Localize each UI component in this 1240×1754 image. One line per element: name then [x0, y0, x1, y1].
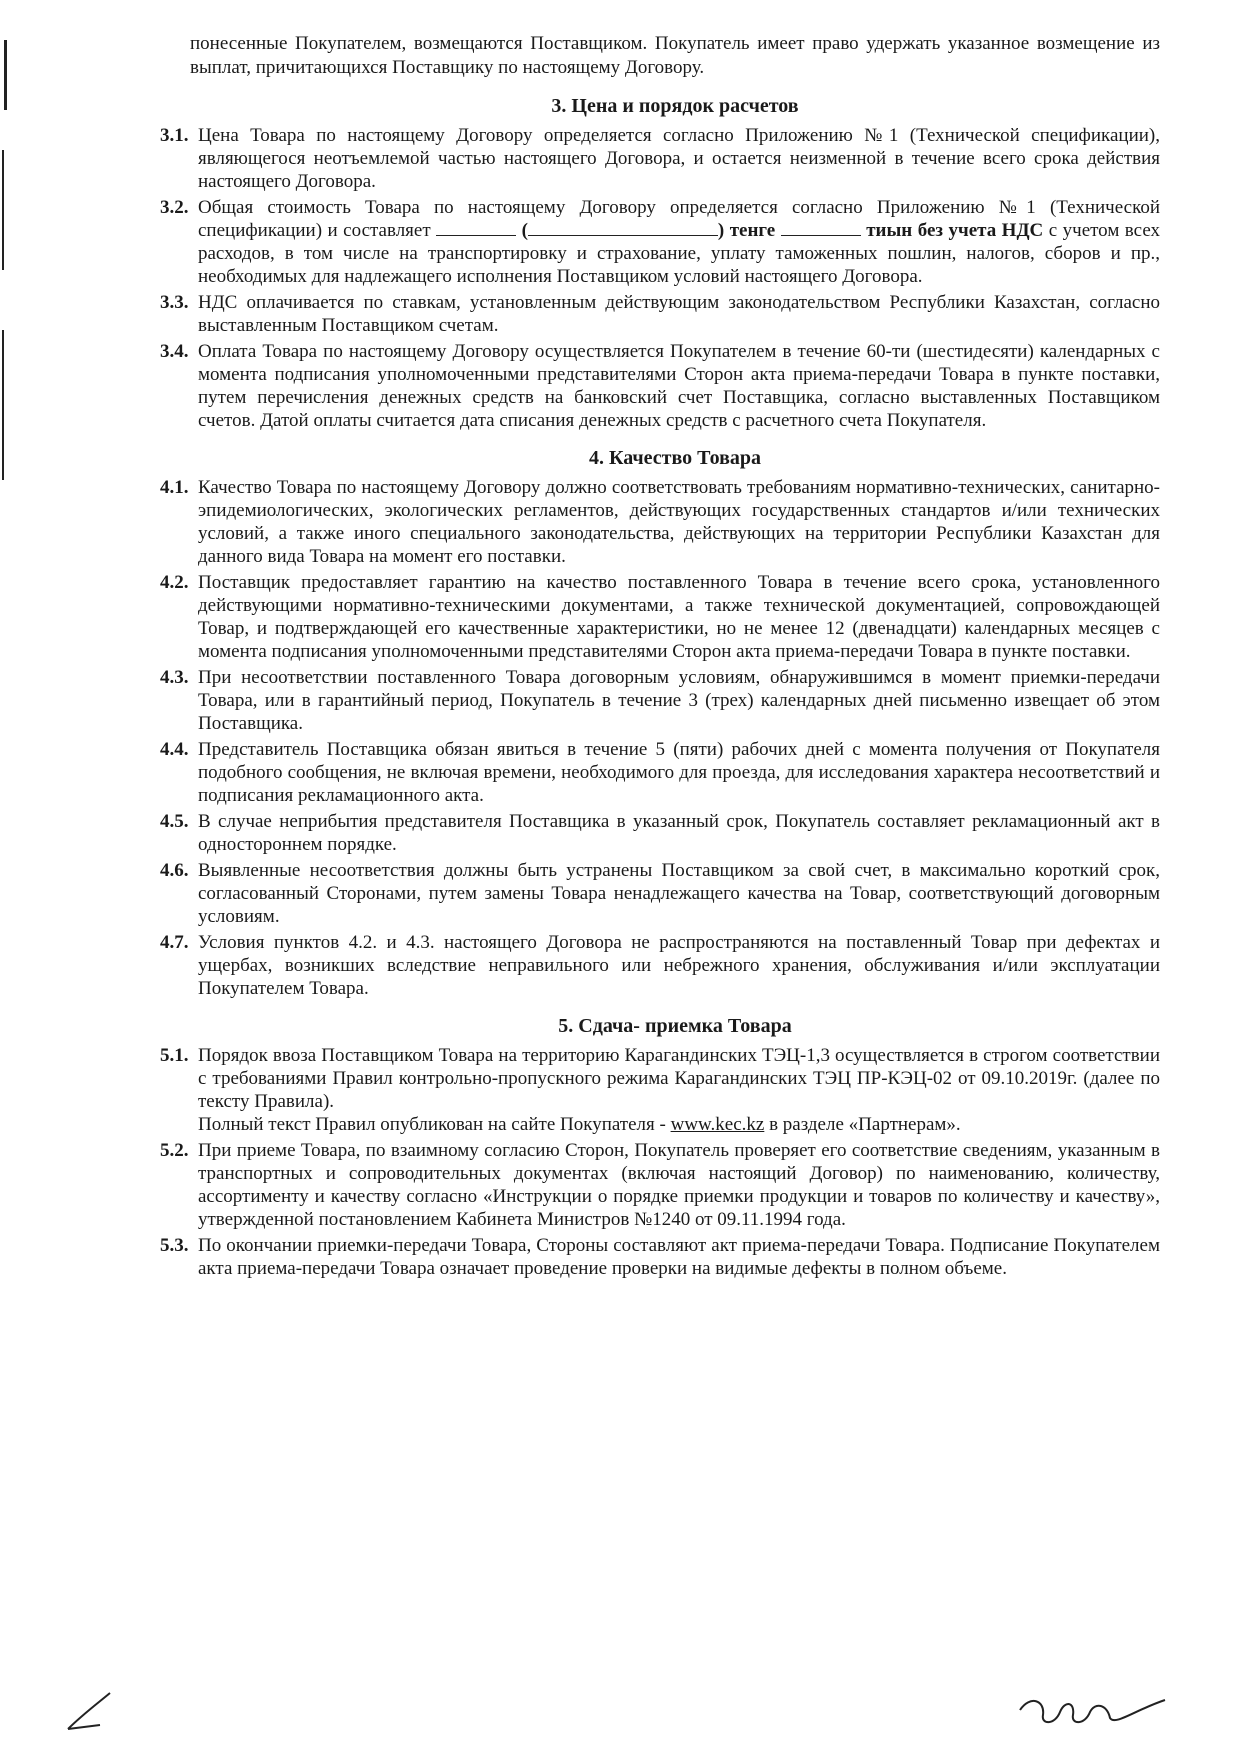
clause-3-3 [160, 291, 1160, 337]
clause-text: Качество Товара по настоящему Договору должно соответствовать требованиям нормативно-технических, санитарно-эпидемиологических, экологических регламентов, действующих государственных стандартов и/или технических условий, а также иного специального законодательства, действующих на территории Республики Казахстан для данного вида Товара на момент его поставки. [198, 477, 1160, 567]
clause-text-bold: тиын без учета НДС [866, 220, 1044, 241]
clause-3-1 [160, 124, 1160, 193]
clause-text: В случае неприбытия представителя Поставщика в указанный срок, Покупатель составляет рекламационный акт в одностороннем порядке. [198, 811, 1160, 855]
clause-text: По окончании приемки-передачи Товара, Стороны составляют акт приема-передачи Товара. Подписание Покупателем акта приема-передачи Товара означает проведение проверки на видимые дефекты в полном объеме. [198, 1235, 1160, 1279]
clause-4-1 [160, 476, 1160, 568]
clause-text: НДС оплачивается по ставкам, установленным действующим законодательством Республики Казахстан, согласно выставленным Поставщиком счетам. [198, 292, 1160, 336]
clause-3-4 [160, 340, 1160, 432]
clause-number: 4.2. [160, 572, 189, 593]
clause-text: При приеме Товара, по взаимному согласию Сторон, Покупатель проверяет его соответствие сведениям, указанным в транспортных и сопроводительных документах (включая настоящий Договор) по наименованию, количеству, ассортименту и качеству согласно «Инструкции о порядке приемки продукции и товаров по количеству и качеству», утвержденной постановлением Кабинета Министров №1240 от 09.11.1994 года. [198, 1140, 1160, 1230]
clause-number: 4.4. [160, 739, 189, 760]
clause-text-part: Порядок ввоза Поставщиком Товара на территорию Карагандинских ТЭЦ-1,3 осуществляется в строгом соответствии с требованиями Правил контрольно-пропускного режима Карагандинских ТЭЦ ПР-КЭЦ-02 от 09.10.2019г. (далее по тексту Правила). [198, 1045, 1160, 1112]
clause-4-6 [160, 859, 1160, 928]
intro-paragraph: понесенные Покупателем, возмещаются Поставщиком. Покупатель имеет право удержать указанное возмещение из выплат, причитающихся Поставщику по настоящему Договору. [190, 33, 1160, 78]
clause-text: Оплата Товара по настоящему Договору осуществляется Покупателем в течение 60-ти (шестидесяти) календарных с момента подписания уполномоченными представителями Сторон акта приема-передачи Товара в пункте поставки, путем перечисления денежных средств на банковский счет Поставщика, согласно выставленных Поставщиком счетов. Датой оплаты считается дата списания денежных средств с расчетного счета Покупателя. [198, 341, 1160, 431]
clause-text: Поставщик предоставляет гарантию на качество поставленного Товара в течение всего срока, установленного действующими нормативно-техническими документами, а также технической документацией, сопровождающей Товар, и подтверждающей его качественные характеристики, но не менее 12 (двенадцати) календарных месяцев с момента подписания уполномоченными представителями Сторон акта приема-передачи Товара в пункте поставки. [198, 572, 1160, 662]
clause-4-5 [160, 810, 1160, 856]
clause-3-2 [160, 196, 1161, 288]
clause-5-1 [160, 1044, 1160, 1136]
clause-text [198, 1044, 1160, 1136]
blank-field [781, 219, 861, 236]
blank-field [528, 219, 718, 236]
section-title: 5. Сдача- приемка Товара [558, 1015, 792, 1037]
clause-number: 5.2. [160, 1140, 189, 1161]
signature-mark-right [1015, 1690, 1175, 1740]
initials-mark-left [60, 1685, 120, 1735]
section-title: 4. Качество Товара [588, 447, 762, 469]
clause-text: При несоответствии поставленного Товара договорным условиям, обнаружившимся в момент приемки-передачи Товара, или в гарантийный период, Покупатель в течение 3 (трех) календарных дней письменно извещает об этом Поставщика. [198, 667, 1160, 734]
clause-4-2 [160, 571, 1160, 663]
clause-number: 5.3. [160, 1235, 189, 1256]
clause-number: 4.7. [160, 932, 189, 953]
clause-number: 3.2. [160, 197, 189, 218]
clause-5-3 [160, 1234, 1160, 1280]
clause-4-7 [160, 931, 1160, 1000]
clause-text: Выявленные несоответствия должны быть устранены Поставщиком за свой счет, в максимально короткий срок, согласованный Сторонами, путем замены Товара ненадлежащего качества на Товар, соответствующий договорным условиям. [198, 860, 1160, 927]
clause-text-part: в разделе «Партнерам». [769, 1114, 961, 1135]
clause-number: 3.4. [160, 341, 189, 362]
section-title: 3. Цена и порядок расчетов [551, 95, 799, 117]
clause-number: 3.3. [160, 292, 189, 313]
clause-4-4 [160, 738, 1160, 807]
clause-text-part: Общая стоимость Товара по настоящему Договору определяется согласно Приложению №1 (Технической спецификации) и составляет [198, 197, 1160, 241]
clause-5-2 [160, 1139, 1160, 1231]
clause-number: 4.5. [160, 811, 189, 832]
clause-text: Цена Товара по настоящему Договору определяется согласно Приложению №1 (Технической спецификации), являющегося неотъемлемой частью настоящего Договора, и остается неизменной в течение всего срока действия настоящего Договора. [198, 125, 1160, 192]
website-link[interactable]: www.kec.kz [670, 1114, 765, 1135]
clause-number: 3.1. [160, 125, 189, 146]
clause-number: 5.1. [160, 1045, 189, 1066]
clause-text [198, 196, 1160, 288]
clause-text-part: Полный текст Правил опубликован на сайте Покупателя - [198, 1114, 666, 1135]
clause-text-part: ) тенге [717, 220, 776, 241]
clause-text-part: ( [521, 220, 528, 241]
clause-number: 4.3. [160, 667, 189, 688]
blank-field [436, 219, 516, 236]
clause-number: 4.6. [160, 860, 189, 881]
clause-4-3 [160, 666, 1160, 735]
clause-text: Представитель Поставщика обязан явиться в течение 5 (пяти) рабочих дней с момента получения от Покупателя подобного сообщения, не включая времени, необходимого для проезда, для исследования характера несоответствий и подписания рекламационного акта. [198, 739, 1160, 806]
clause-number: 4.1. [160, 477, 189, 498]
clause-text-part: с учетом всех расходов, в том числе на транспортировку и страхование, уплату таможенных пошлин, налогов, сборов и пр., необходимых для надлежащего исполнения Поставщиком условий настоящего Договора. [198, 220, 1161, 287]
clause-text: Условия пунктов 4.2. и 4.3. настоящего Договора не распространяются на поставленный Товар при дефектах и ущербах, возникших вследствие неправильного или небрежного хранения, обслуживания и/или эксплуатации Покупателем Товара. [198, 932, 1160, 999]
